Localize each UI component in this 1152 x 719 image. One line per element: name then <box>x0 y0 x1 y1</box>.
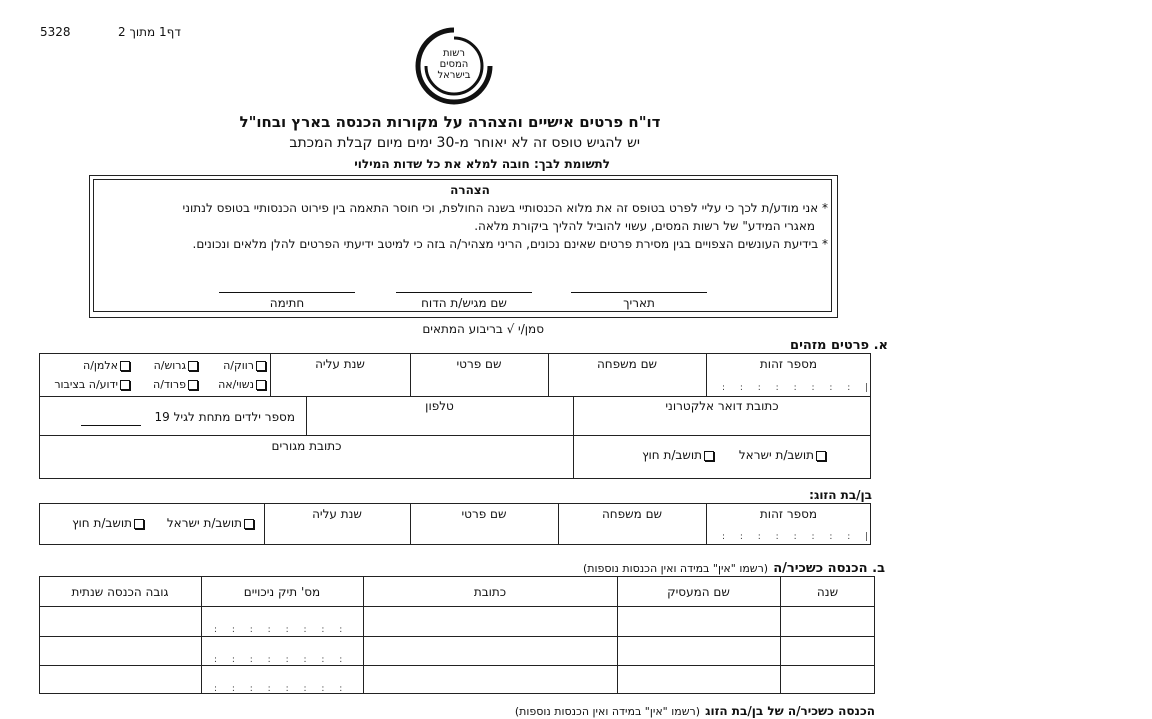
status-married-label: נשוי/אה <box>218 378 254 391</box>
children-label: מספר ילדים מתחת לגיל 19 <box>154 410 295 424</box>
logo-line-3: בישראל <box>437 70 471 81</box>
spouse-income-note: (רשמו "אין" במידה ואין הכנסות נוספות) <box>514 705 700 718</box>
spouse-aliyah-year-label: שנת עליה <box>312 507 362 521</box>
spouse-resident-israel-checkbox[interactable] <box>244 519 254 529</box>
form-title: דו"ח פרטים אישיים והצהרה על מקורות הכנסה בארץ ובחו"ל <box>239 113 661 131</box>
section-b-heading <box>480 557 885 576</box>
status-divorced-label: גרוש/ה <box>153 359 186 372</box>
resident-israel-option[interactable] <box>718 448 828 462</box>
email-label: כתובת דואר אלקטרוני <box>665 399 779 413</box>
form-subtitle: יש להגיש טופס זה לא יאוחר מ-30 ימים מיום קבלת המכתב <box>289 135 640 151</box>
col-year: שנה <box>816 585 839 599</box>
logo-line-2: המסים <box>439 59 469 70</box>
spouse-income-heading <box>470 700 875 719</box>
aliyah-year-label: שנת עליה <box>315 357 365 371</box>
withholding-file-input-2[interactable]: : : : : : : : : <box>214 655 349 665</box>
submitter-name-line[interactable] <box>396 292 532 293</box>
status-single-label: רווק/ה <box>223 359 254 372</box>
spouse-resident-abroad-option[interactable] <box>60 516 146 530</box>
signature-label: חתימה <box>269 296 305 310</box>
declaration-line-2: מאגרי המידע" של רשות המסים, עשוי להוביל להליך ביקורת מלאה. <box>474 219 815 233</box>
status-married-checkbox[interactable] <box>256 380 266 390</box>
spouse-resident-israel-label: תושב/ת ישראל <box>166 516 242 530</box>
col-annual-income: גובה הכנסה שנתית <box>71 585 169 599</box>
form-number: 5328 <box>40 25 71 39</box>
status-common-law-checkbox[interactable] <box>120 380 130 390</box>
resident-abroad-checkbox[interactable] <box>704 451 714 461</box>
status-separated-checkbox[interactable] <box>188 380 198 390</box>
resident-abroad-option[interactable] <box>630 448 716 462</box>
section-b-title: ב. הכנסה כשכיר/ה <box>773 561 885 576</box>
spouse-income-title: הכנסה כשכיר/ה של בן/בת הזוג <box>705 704 875 718</box>
status-separated-label: פרוד/ה <box>153 378 186 391</box>
logo-line-1: רשות <box>442 48 466 59</box>
status-married[interactable] <box>208 378 268 391</box>
spouse-resident-abroad-label: תושב/ת חוץ <box>72 516 132 530</box>
resident-abroad-label: תושב/ת חוץ <box>642 448 702 462</box>
col-address: כתובת <box>473 585 507 599</box>
declaration-line-1: * אני מודע/ת לכך כי עליי לפרט בטופס זה את מלוא הכנסותיי בשנה החולפת, וכי חוסר התאמה בין פירוט הכנסותיי בטופס לנתוני <box>182 201 828 215</box>
mandatory-notice: לתשומת לבך: חובה למלא את כל שדות המילוי <box>354 157 610 171</box>
section-b-note: (רשמו "אין" במידה ואין הכנסות נוספות) <box>582 562 769 575</box>
date-line[interactable] <box>571 292 707 293</box>
id-input[interactable]: : : : : : : : : | <box>722 383 875 393</box>
col-withholding-file: מס' תיק ניכויים <box>243 585 321 599</box>
spouse-resident-israel-option[interactable] <box>150 516 256 530</box>
phone-label: טלפון <box>425 399 454 413</box>
id-label: מספר זהות <box>759 357 818 371</box>
status-widowed-label: אלמן/ה <box>83 359 118 372</box>
status-single-checkbox[interactable] <box>256 361 266 371</box>
status-common-law-label: ידוע/ה בציבור <box>54 378 118 391</box>
children-input[interactable] <box>81 425 141 426</box>
declaration-line-3: * בידיעת העונשים הצפויים בגין מסירת פרטים שאינם נכונים, הריני מצהיר/ה בזה כי למיטב ידיעתי הפרטים להלן מלאים ונכונים. <box>192 237 828 251</box>
spouse-last-name-label: שם משפחה <box>601 507 663 521</box>
spouse-title: בן/בת הזוג: <box>809 488 872 502</box>
spouse-id-label: מספר זהות <box>759 507 818 521</box>
col-employer: שם המעסיק <box>667 585 730 599</box>
tax-authority-logo <box>414 26 494 106</box>
status-single[interactable] <box>208 359 268 372</box>
status-widowed-checkbox[interactable] <box>120 361 130 371</box>
spouse-id-input[interactable]: : : : : : : : : | <box>722 532 875 542</box>
submitter-name-label: שם מגיש/ת הדוח <box>421 296 507 310</box>
status-divorced-checkbox[interactable] <box>188 361 198 371</box>
withholding-file-input-3[interactable]: : : : : : : : : <box>214 684 349 694</box>
withholding-file-input-1[interactable]: : : : : : : : : <box>214 625 349 635</box>
last-name-label: שם משפחה <box>596 357 658 371</box>
spouse-first-name-label: שם פרטי <box>461 507 507 521</box>
resident-israel-label: תושב/ת ישראל <box>738 448 814 462</box>
status-common-law[interactable] <box>42 378 132 391</box>
spouse-resident-abroad-checkbox[interactable] <box>134 519 144 529</box>
status-widowed[interactable] <box>66 359 132 372</box>
status-divorced[interactable] <box>140 359 200 372</box>
first-name-label: שם פרטי <box>456 357 502 371</box>
date-label: תאריך <box>623 296 655 310</box>
section-a-title: א. פרטים מזהים <box>790 338 888 353</box>
signature-line[interactable] <box>219 292 355 293</box>
address-label: כתובת מגורים <box>271 439 342 453</box>
declaration-title: הצהרה <box>450 183 490 197</box>
mark-hint: סמן/י √ בריבוע המתאים <box>422 322 544 336</box>
page-indicator: דף1 מתוך 2 <box>118 25 181 39</box>
resident-israel-checkbox[interactable] <box>816 451 826 461</box>
status-separated[interactable] <box>140 378 200 391</box>
